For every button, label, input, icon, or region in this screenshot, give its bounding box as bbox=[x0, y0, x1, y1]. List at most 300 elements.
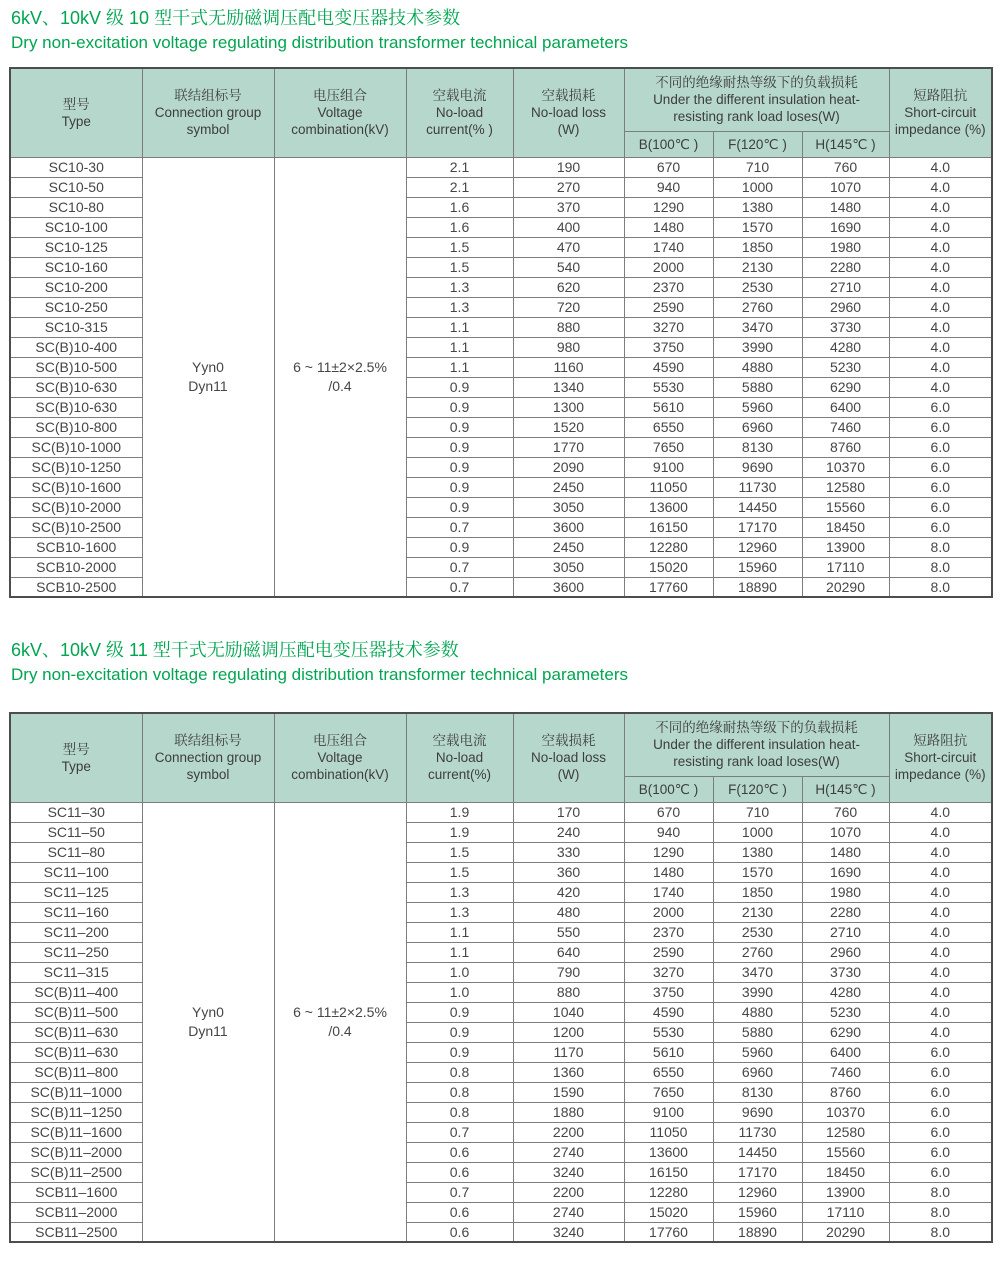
cell-no-load-current: 1.9 bbox=[406, 822, 513, 842]
cell-no-load-current: 0.9 bbox=[406, 417, 513, 437]
cell-load-loss-b: 5530 bbox=[624, 377, 713, 397]
cell-load-loss-b: 7650 bbox=[624, 437, 713, 457]
cell-load-loss-f: 17170 bbox=[713, 517, 802, 537]
cell-no-load-loss: 190 bbox=[513, 157, 624, 177]
cell-no-load-loss: 550 bbox=[513, 922, 624, 942]
cell-connection-group-line: Yyn0 bbox=[192, 359, 224, 376]
cell-load-loss-f: 8130 bbox=[713, 437, 802, 457]
cell-load-loss-b: 4590 bbox=[624, 1002, 713, 1022]
cell-load-loss-b: 11050 bbox=[624, 1122, 713, 1142]
cell-type: SC10-160 bbox=[10, 257, 142, 277]
cell-no-load-current: 1.1 bbox=[406, 317, 513, 337]
cell-no-load-current: 1.0 bbox=[406, 962, 513, 982]
cell-no-load-current: 1.5 bbox=[406, 862, 513, 882]
col-loss-en2: (W) bbox=[557, 122, 580, 138]
cell-impedance: 6.0 bbox=[889, 437, 992, 457]
cell-type: SC10-80 bbox=[10, 197, 142, 217]
cell-type: SC(B)10-1250 bbox=[10, 457, 142, 477]
cell-type: SC(B)10-630 bbox=[10, 377, 142, 397]
cell-connection-group-line: Yyn0 bbox=[192, 1004, 224, 1021]
cell-connection-group-line: Dyn11 bbox=[188, 1022, 228, 1039]
cell-load-loss-b: 1480 bbox=[624, 217, 713, 237]
col-loss-en2: (W) bbox=[557, 767, 580, 783]
cell-load-loss-b: 2370 bbox=[624, 277, 713, 297]
cell-impedance: 6.0 bbox=[889, 397, 992, 417]
cell-load-loss-f: 15960 bbox=[713, 1202, 802, 1222]
cell-impedance: 4.0 bbox=[889, 1022, 992, 1042]
cell-no-load-current: 0.9 bbox=[406, 437, 513, 457]
cell-impedance: 4.0 bbox=[889, 357, 992, 377]
cell-load-loss-h: 8760 bbox=[802, 437, 889, 457]
table-sc10 bbox=[9, 67, 993, 598]
cell-load-loss-b: 15020 bbox=[624, 1202, 713, 1222]
cell-load-loss-f: 3990 bbox=[713, 337, 802, 357]
cell-type: SC(B)11–1000 bbox=[10, 1082, 142, 1102]
cell-load-loss-h: 760 bbox=[802, 157, 889, 177]
cell-impedance: 8.0 bbox=[889, 577, 992, 597]
col-type-zh: 型号 bbox=[62, 96, 90, 112]
cell-type: SC(B)11–630 bbox=[10, 1022, 142, 1042]
cell-impedance: 4.0 bbox=[889, 902, 992, 922]
col-h-145: H(145℃ ) bbox=[802, 131, 889, 157]
col-current-en1: No-load bbox=[435, 750, 484, 766]
col-impedance-en1: Short-circuit bbox=[904, 105, 977, 121]
cell-impedance: 6.0 bbox=[889, 1142, 992, 1162]
cell-no-load-loss: 3240 bbox=[513, 1162, 624, 1182]
cell-no-load-current: 0.8 bbox=[406, 1082, 513, 1102]
cell-no-load-loss: 1170 bbox=[513, 1042, 624, 1062]
cell-type: SC11–50 bbox=[10, 822, 142, 842]
cell-load-loss-h: 20290 bbox=[802, 577, 889, 597]
cell-type: SC(B)11–2500 bbox=[10, 1162, 142, 1182]
cell-load-loss-b: 17760 bbox=[624, 577, 713, 597]
col-no-load-current bbox=[406, 713, 513, 802]
cell-type: SCB10-2000 bbox=[10, 557, 142, 577]
col-h-145: H(145℃ ) bbox=[802, 776, 889, 802]
cell-load-loss-b: 11050 bbox=[624, 477, 713, 497]
cell-no-load-loss: 620 bbox=[513, 277, 624, 297]
col-voltage bbox=[274, 68, 406, 157]
cell-impedance: 4.0 bbox=[889, 177, 992, 197]
cell-voltage-combination bbox=[274, 802, 406, 1242]
col-f-120: F(120℃ ) bbox=[713, 776, 802, 802]
cell-no-load-loss: 1880 bbox=[513, 1102, 624, 1122]
cell-load-loss-f: 1850 bbox=[713, 237, 802, 257]
cell-load-loss-b: 1740 bbox=[624, 882, 713, 902]
cell-type: SC11–200 bbox=[10, 922, 142, 942]
cell-load-loss-f: 17170 bbox=[713, 1162, 802, 1182]
cell-voltage-combination-line: 6 ~ 11±2×2.5% bbox=[293, 1004, 387, 1021]
cell-impedance: 4.0 bbox=[889, 862, 992, 882]
cell-load-loss-h: 7460 bbox=[802, 1062, 889, 1082]
col-connection-en2: symbol bbox=[186, 122, 230, 138]
cell-no-load-current: 0.6 bbox=[406, 1142, 513, 1162]
cell-load-loss-b: 2000 bbox=[624, 257, 713, 277]
cell-type: SC(B)10-2500 bbox=[10, 517, 142, 537]
header-row-main bbox=[10, 713, 992, 776]
section1-title-en: Dry non-excitation voltage regulating distribution transformer technical parameters bbox=[11, 33, 629, 52]
cell-load-loss-h: 5230 bbox=[802, 357, 889, 377]
cell-type: SC11–160 bbox=[10, 902, 142, 922]
cell-load-loss-f: 1570 bbox=[713, 217, 802, 237]
cell-type: SC(B)10-800 bbox=[10, 417, 142, 437]
cell-load-loss-b: 4590 bbox=[624, 357, 713, 377]
cell-impedance: 4.0 bbox=[889, 317, 992, 337]
cell-load-loss-f: 1380 bbox=[713, 842, 802, 862]
cell-impedance: 6.0 bbox=[889, 1162, 992, 1182]
cell-no-load-current: 0.7 bbox=[406, 517, 513, 537]
cell-type: SC(B)11–1600 bbox=[10, 1122, 142, 1142]
cell-impedance: 6.0 bbox=[889, 517, 992, 537]
cell-load-loss-b: 940 bbox=[624, 822, 713, 842]
cell-load-loss-f: 3470 bbox=[713, 317, 802, 337]
cell-no-load-loss: 3600 bbox=[513, 577, 624, 597]
cell-load-loss-f: 1000 bbox=[713, 822, 802, 842]
cell-impedance: 4.0 bbox=[889, 297, 992, 317]
cell-type: SCB11–2500 bbox=[10, 1222, 142, 1242]
col-loss-zh: 空载损耗 bbox=[541, 88, 596, 104]
col-voltage-en2: combination(kV) bbox=[291, 767, 389, 783]
cell-no-load-loss: 3240 bbox=[513, 1222, 624, 1242]
cell-load-loss-h: 1690 bbox=[802, 862, 889, 882]
cell-load-loss-b: 5610 bbox=[624, 1042, 713, 1062]
col-impedance-zh: 短路阻抗 bbox=[913, 733, 968, 749]
cell-load-loss-h: 4280 bbox=[802, 337, 889, 357]
col-load-loss-en2: resisting rank load loses(W) bbox=[673, 109, 840, 125]
cell-no-load-current: 2.1 bbox=[406, 157, 513, 177]
col-impedance-en2: impedance (%) bbox=[894, 767, 986, 783]
cell-load-loss-h: 3730 bbox=[802, 962, 889, 982]
cell-load-loss-f: 2530 bbox=[713, 277, 802, 297]
cell-impedance: 4.0 bbox=[889, 197, 992, 217]
cell-no-load-current: 0.9 bbox=[406, 537, 513, 557]
cell-type: SC10-125 bbox=[10, 237, 142, 257]
cell-load-loss-f: 5960 bbox=[713, 397, 802, 417]
cell-load-loss-h: 18450 bbox=[802, 517, 889, 537]
cell-load-loss-b: 13600 bbox=[624, 497, 713, 517]
cell-load-loss-f: 6960 bbox=[713, 1062, 802, 1082]
cell-type: SCB10-1600 bbox=[10, 537, 142, 557]
cell-no-load-current: 0.7 bbox=[406, 577, 513, 597]
cell-load-loss-f: 5960 bbox=[713, 1042, 802, 1062]
cell-load-loss-f: 4880 bbox=[713, 357, 802, 377]
cell-load-loss-b: 3750 bbox=[624, 982, 713, 1002]
cell-no-load-current: 0.6 bbox=[406, 1222, 513, 1242]
cell-type: SC11–100 bbox=[10, 862, 142, 882]
cell-load-loss-f: 1380 bbox=[713, 197, 802, 217]
cell-load-loss-b: 670 bbox=[624, 802, 713, 822]
cell-load-loss-b: 670 bbox=[624, 157, 713, 177]
cell-load-loss-f: 2130 bbox=[713, 902, 802, 922]
cell-no-load-current: 0.9 bbox=[406, 497, 513, 517]
cell-load-loss-f: 14450 bbox=[713, 1142, 802, 1162]
cell-load-loss-h: 10370 bbox=[802, 1102, 889, 1122]
section-gap bbox=[9, 598, 991, 638]
cell-load-loss-b: 3270 bbox=[624, 317, 713, 337]
cell-no-load-loss: 1770 bbox=[513, 437, 624, 457]
cell-no-load-loss: 640 bbox=[513, 942, 624, 962]
col-type-en: Type bbox=[61, 758, 91, 774]
col-voltage-zh: 电压组合 bbox=[313, 88, 367, 104]
cell-impedance: 4.0 bbox=[889, 1002, 992, 1022]
cell-load-loss-h: 6400 bbox=[802, 397, 889, 417]
cell-no-load-current: 0.7 bbox=[406, 1122, 513, 1142]
cell-load-loss-f: 18890 bbox=[713, 577, 802, 597]
col-no-load-loss bbox=[513, 713, 624, 802]
section1-titles bbox=[11, 6, 991, 55]
cell-load-loss-h: 2280 bbox=[802, 257, 889, 277]
cell-impedance: 6.0 bbox=[889, 457, 992, 477]
cell-no-load-current: 0.6 bbox=[406, 1162, 513, 1182]
cell-no-load-loss: 720 bbox=[513, 297, 624, 317]
col-current-en2: current(% ) bbox=[426, 122, 493, 138]
cell-type: SC(B)11–630 bbox=[10, 1042, 142, 1062]
cell-no-load-loss: 170 bbox=[513, 802, 624, 822]
cell-no-load-loss: 240 bbox=[513, 822, 624, 842]
table-row bbox=[10, 802, 992, 822]
cell-impedance: 4.0 bbox=[889, 922, 992, 942]
cell-no-load-loss: 3050 bbox=[513, 497, 624, 517]
cell-load-loss-f: 8130 bbox=[713, 1082, 802, 1102]
cell-no-load-loss: 540 bbox=[513, 257, 624, 277]
cell-no-load-current: 0.9 bbox=[406, 397, 513, 417]
cell-impedance: 4.0 bbox=[889, 842, 992, 862]
col-voltage-en1: Voltage bbox=[317, 105, 363, 121]
cell-load-loss-f: 710 bbox=[713, 157, 802, 177]
header-row-main bbox=[10, 68, 992, 131]
cell-type: SC(B)10-630 bbox=[10, 397, 142, 417]
cell-type: SCB11–2000 bbox=[10, 1202, 142, 1222]
cell-no-load-loss: 400 bbox=[513, 217, 624, 237]
cell-no-load-current: 0.7 bbox=[406, 557, 513, 577]
cell-no-load-current: 1.5 bbox=[406, 842, 513, 862]
cell-load-loss-h: 8760 bbox=[802, 1082, 889, 1102]
cell-no-load-current: 1.3 bbox=[406, 277, 513, 297]
cell-load-loss-f: 18890 bbox=[713, 1222, 802, 1242]
cell-type: SC11–30 bbox=[10, 802, 142, 822]
col-no-load-loss bbox=[513, 68, 624, 157]
cell-no-load-current: 1.3 bbox=[406, 297, 513, 317]
table-sc10-body bbox=[10, 157, 992, 597]
cell-load-loss-h: 1480 bbox=[802, 197, 889, 217]
cell-impedance: 8.0 bbox=[889, 1202, 992, 1222]
cell-load-loss-h: 1980 bbox=[802, 237, 889, 257]
cell-voltage-combination-line: /0.4 bbox=[328, 1022, 352, 1039]
col-b-100: B(100℃ ) bbox=[624, 776, 713, 802]
cell-load-loss-h: 2710 bbox=[802, 277, 889, 297]
cell-load-loss-h: 1070 bbox=[802, 822, 889, 842]
cell-impedance: 8.0 bbox=[889, 557, 992, 577]
cell-no-load-current: 1.1 bbox=[406, 337, 513, 357]
col-voltage-en2: combination(kV) bbox=[291, 122, 389, 138]
cell-no-load-loss: 2740 bbox=[513, 1202, 624, 1222]
cell-impedance: 4.0 bbox=[889, 962, 992, 982]
cell-load-loss-h: 10370 bbox=[802, 457, 889, 477]
cell-load-loss-h: 2960 bbox=[802, 297, 889, 317]
col-b-100: B(100℃ ) bbox=[624, 131, 713, 157]
cell-no-load-current: 0.9 bbox=[406, 1022, 513, 1042]
cell-load-loss-h: 1690 bbox=[802, 217, 889, 237]
cell-no-load-loss: 1360 bbox=[513, 1062, 624, 1082]
cell-type: SC(B)10-400 bbox=[10, 337, 142, 357]
cell-load-loss-b: 1740 bbox=[624, 237, 713, 257]
cell-impedance: 4.0 bbox=[889, 157, 992, 177]
cell-no-load-loss: 420 bbox=[513, 882, 624, 902]
cell-connection-group bbox=[142, 157, 274, 597]
cell-load-loss-b: 1480 bbox=[624, 862, 713, 882]
cell-load-loss-b: 6550 bbox=[624, 417, 713, 437]
col-loss-en1: No-load loss bbox=[530, 105, 607, 121]
col-load-loss-group bbox=[624, 68, 889, 131]
cell-impedance: 6.0 bbox=[889, 1062, 992, 1082]
cell-no-load-current: 1.6 bbox=[406, 197, 513, 217]
cell-load-loss-b: 5610 bbox=[624, 397, 713, 417]
cell-impedance: 4.0 bbox=[889, 277, 992, 297]
col-voltage-zh: 电压组合 bbox=[313, 733, 367, 749]
cell-no-load-loss: 1160 bbox=[513, 357, 624, 377]
cell-load-loss-b: 12280 bbox=[624, 537, 713, 557]
cell-impedance: 8.0 bbox=[889, 1222, 992, 1242]
cell-impedance: 4.0 bbox=[889, 337, 992, 357]
cell-load-loss-h: 17110 bbox=[802, 557, 889, 577]
col-impedance-en1: Short-circuit bbox=[904, 750, 977, 766]
cell-no-load-loss: 330 bbox=[513, 842, 624, 862]
cell-load-loss-b: 13600 bbox=[624, 1142, 713, 1162]
cell-no-load-loss: 2450 bbox=[513, 537, 624, 557]
cell-no-load-loss: 2200 bbox=[513, 1182, 624, 1202]
cell-type: SC10-250 bbox=[10, 297, 142, 317]
col-loss-zh: 空载损耗 bbox=[541, 733, 596, 749]
cell-impedance: 6.0 bbox=[889, 417, 992, 437]
cell-load-loss-b: 2000 bbox=[624, 902, 713, 922]
cell-load-loss-f: 2130 bbox=[713, 257, 802, 277]
cell-no-load-current: 0.9 bbox=[406, 1042, 513, 1062]
cell-load-loss-f: 14450 bbox=[713, 497, 802, 517]
cell-load-loss-f: 3990 bbox=[713, 982, 802, 1002]
cell-no-load-loss: 790 bbox=[513, 962, 624, 982]
col-connection bbox=[142, 68, 274, 157]
cell-type: SC10-200 bbox=[10, 277, 142, 297]
cell-impedance: 4.0 bbox=[889, 377, 992, 397]
cell-no-load-loss: 1040 bbox=[513, 1002, 624, 1022]
cell-type: SC(B)11–800 bbox=[10, 1062, 142, 1082]
col-loss-en1: No-load loss bbox=[530, 750, 607, 766]
cell-impedance: 6.0 bbox=[889, 1122, 992, 1142]
cell-load-loss-h: 18450 bbox=[802, 1162, 889, 1182]
cell-load-loss-f: 4880 bbox=[713, 1002, 802, 1022]
cell-load-loss-h: 5230 bbox=[802, 1002, 889, 1022]
cell-no-load-loss: 270 bbox=[513, 177, 624, 197]
cell-no-load-loss: 1200 bbox=[513, 1022, 624, 1042]
col-connection-en1: Connection group bbox=[154, 750, 262, 766]
cell-load-loss-h: 1480 bbox=[802, 842, 889, 862]
cell-load-loss-f: 5880 bbox=[713, 377, 802, 397]
cell-load-loss-b: 1290 bbox=[624, 197, 713, 217]
cell-no-load-loss: 2740 bbox=[513, 1142, 624, 1162]
cell-load-loss-b: 7650 bbox=[624, 1082, 713, 1102]
cell-load-loss-b: 3270 bbox=[624, 962, 713, 982]
cell-impedance: 4.0 bbox=[889, 982, 992, 1002]
cell-no-load-current: 0.9 bbox=[406, 1002, 513, 1022]
cell-type: SC(B)10-2000 bbox=[10, 497, 142, 517]
cell-load-loss-f: 2760 bbox=[713, 942, 802, 962]
cell-type: SC11–250 bbox=[10, 942, 142, 962]
cell-no-load-loss: 470 bbox=[513, 237, 624, 257]
cell-type: SC(B)10-1000 bbox=[10, 437, 142, 457]
col-connection-en2: symbol bbox=[186, 767, 230, 783]
cell-load-loss-h: 2280 bbox=[802, 902, 889, 922]
cell-load-loss-h: 2960 bbox=[802, 942, 889, 962]
cell-load-loss-f: 9690 bbox=[713, 1102, 802, 1122]
col-type-zh: 型号 bbox=[62, 741, 90, 757]
col-type bbox=[10, 713, 142, 802]
section2-title-zh: 6kV、10kV 级 11 型干式无励磁调压配电变压器技术参数 bbox=[11, 640, 459, 660]
cell-no-load-loss: 3050 bbox=[513, 557, 624, 577]
cell-no-load-current: 1.6 bbox=[406, 217, 513, 237]
cell-type: SC(B)11–1250 bbox=[10, 1102, 142, 1122]
col-current-zh: 空载电流 bbox=[432, 733, 487, 749]
cell-no-load-loss: 2450 bbox=[513, 477, 624, 497]
cell-type: SCB11–1600 bbox=[10, 1182, 142, 1202]
cell-load-loss-h: 6290 bbox=[802, 1022, 889, 1042]
cell-no-load-current: 1.1 bbox=[406, 942, 513, 962]
cell-type: SCB10-2500 bbox=[10, 577, 142, 597]
cell-no-load-current: 0.7 bbox=[406, 1182, 513, 1202]
cell-impedance: 6.0 bbox=[889, 1082, 992, 1102]
cell-load-loss-b: 12280 bbox=[624, 1182, 713, 1202]
cell-no-load-loss: 2200 bbox=[513, 1122, 624, 1142]
cell-connection-group-line: Dyn11 bbox=[188, 377, 228, 394]
cell-no-load-loss: 980 bbox=[513, 337, 624, 357]
cell-type: SC11–315 bbox=[10, 962, 142, 982]
cell-load-loss-b: 16150 bbox=[624, 1162, 713, 1182]
col-load-loss-en1: Under the different insulation heat- bbox=[653, 737, 860, 753]
cell-connection-group bbox=[142, 802, 274, 1242]
cell-load-loss-h: 7460 bbox=[802, 417, 889, 437]
cell-no-load-current: 0.6 bbox=[406, 1202, 513, 1222]
cell-type: SC(B)10-500 bbox=[10, 357, 142, 377]
cell-no-load-current: 1.1 bbox=[406, 922, 513, 942]
cell-load-loss-h: 12580 bbox=[802, 1122, 889, 1142]
cell-impedance: 6.0 bbox=[889, 1042, 992, 1062]
cell-type: SC11–125 bbox=[10, 882, 142, 902]
col-type-en: Type bbox=[61, 113, 91, 129]
cell-type: SC(B)11–400 bbox=[10, 982, 142, 1002]
cell-load-loss-f: 12960 bbox=[713, 537, 802, 557]
col-current-zh: 空载电流 bbox=[432, 88, 487, 104]
cell-load-loss-h: 4280 bbox=[802, 982, 889, 1002]
col-no-load-current bbox=[406, 68, 513, 157]
col-impedance-en2: impedance (%) bbox=[894, 122, 986, 138]
cell-load-loss-f: 710 bbox=[713, 802, 802, 822]
cell-load-loss-b: 2370 bbox=[624, 922, 713, 942]
cell-impedance: 6.0 bbox=[889, 477, 992, 497]
col-connection-zh: 联结组标号 bbox=[174, 88, 242, 104]
cell-load-loss-h: 6400 bbox=[802, 1042, 889, 1062]
cell-load-loss-h: 2710 bbox=[802, 922, 889, 942]
col-connection bbox=[142, 713, 274, 802]
cell-no-load-loss: 480 bbox=[513, 902, 624, 922]
cell-voltage-combination bbox=[274, 157, 406, 597]
table-row bbox=[10, 157, 992, 177]
title-table-gap bbox=[9, 699, 991, 712]
section2-title-en: Dry non-excitation voltage regulating distribution transformer technical parameters bbox=[11, 665, 629, 684]
col-current-en2: current(%) bbox=[427, 767, 491, 783]
col-impedance-zh: 短路阻抗 bbox=[913, 88, 968, 104]
col-load-loss-en2: resisting rank load loses(W) bbox=[673, 754, 840, 770]
cell-no-load-current: 0.9 bbox=[406, 477, 513, 497]
cell-no-load-loss: 370 bbox=[513, 197, 624, 217]
